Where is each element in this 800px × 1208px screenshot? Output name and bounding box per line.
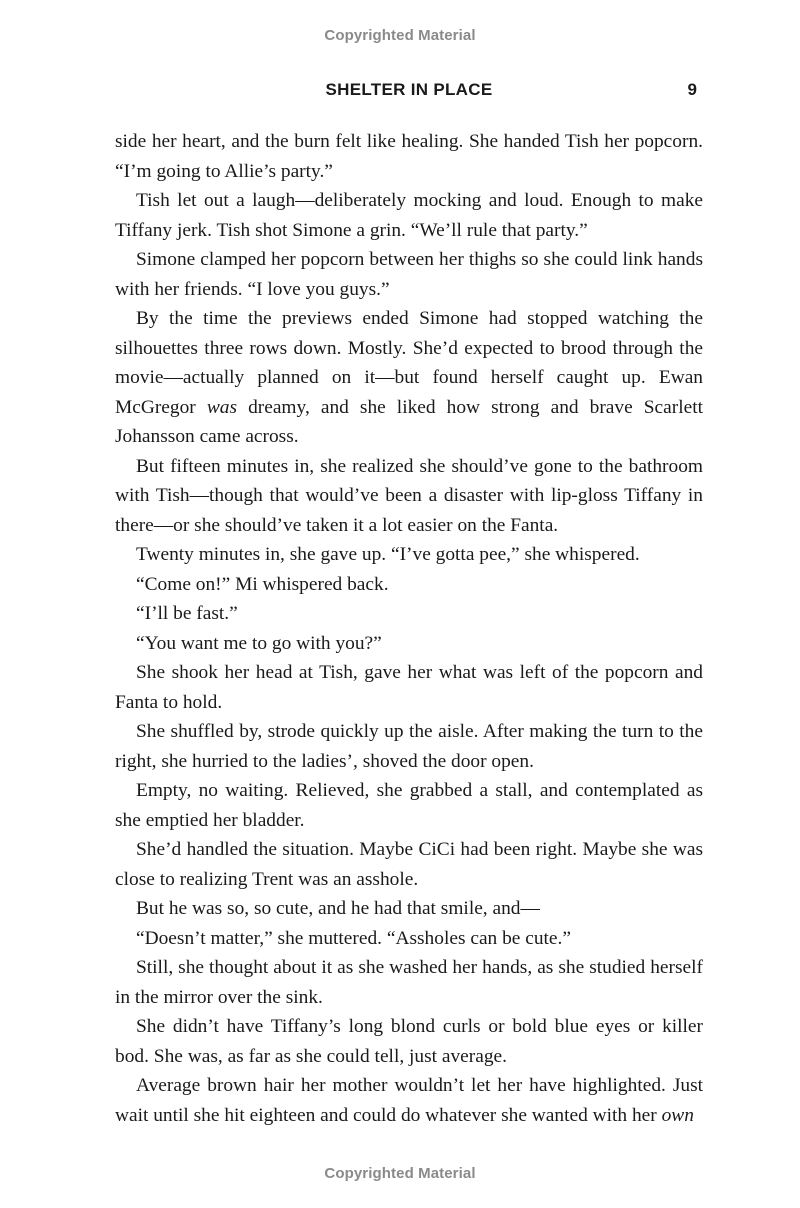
paragraph-text: Average brown hair her mother wouldn’t let her have highlighted. Just wait until she hit eighteen and could do whatever she wanted with her: [115, 1075, 703, 1126]
page-number: 9: [687, 80, 697, 99]
paragraph: side her heart, and the burn felt like healing. She handed Tish her popcorn. “I’m going to Allie’s party.”: [115, 131, 703, 182]
paragraph: “You want me to go with you?”: [136, 632, 382, 654]
book-title: SHELTER IN PLACE: [325, 80, 493, 99]
paragraph: Simone clamped her popcorn between her thighs so she could link hands with her friends. “I love you guys.”: [115, 249, 703, 300]
paragraph: Tish let out a laugh—deliberately mocking and loud. Enough to make Tiffany jerk. Tish shot Simone a grin. “We’ll rule that party.”: [115, 190, 703, 241]
watermark-top: Copyrighted Material: [324, 27, 476, 44]
paragraph-text: dreamy, and she liked how strong and brave Scarlett Johansson came across.: [115, 396, 703, 447]
paragraph: [115, 1071, 703, 1130]
paragraph: But fifteen minutes in, she realized she should’ve gone to the bathroom with Tish—though that would’ve been a disaster with lip-gloss Tiffany in there—or she should’ve taken it a lot easier on the Fanta.: [115, 455, 703, 536]
paragraph: She didn’t have Tiffany’s long blond curls or bold blue eyes or killer bod. She was, as far as she could tell, just average.: [115, 1016, 703, 1067]
running-head: [115, 80, 703, 104]
paragraph: “I’ll be fast.”: [136, 603, 238, 624]
paragraph: Empty, no waiting. Relieved, she grabbed a stall, and contemplated as she emptied her bladder.: [115, 780, 703, 831]
italic-emphasis: was: [206, 396, 238, 418]
body-text: [115, 127, 703, 1130]
watermark-bottom: Copyrighted Material: [324, 1165, 476, 1182]
paragraph: “Doesn’t matter,” she muttered. “Assholes can be cute.”: [136, 927, 571, 949]
paragraph-text: By the time the previews ended Simone had stopped watching the silhouettes three rows down. Mostly. She’d expected to brood through the movie—actually planned on it—but found herself caught up. Ewan McGregor: [115, 308, 703, 418]
italic-emphasis: own: [661, 1104, 694, 1126]
paragraph: But he was so, so cute, and he had that smile, and—: [136, 898, 540, 919]
paragraph: Still, she thought about it as she washed her hands, as she studied herself in the mirror over the sink.: [115, 957, 703, 1008]
paragraph: “Come on!” Mi whispered back.: [136, 573, 389, 595]
paragraph: [115, 304, 703, 452]
paragraph: She shook her head at Tish, gave her what was left of the popcorn and Fanta to hold.: [115, 662, 703, 713]
paragraph: She’d handled the situation. Maybe CiCi had been right. Maybe she was close to realizing Trent was an asshole.: [115, 839, 703, 890]
paragraph: Twenty minutes in, she gave up. “I’ve gotta pee,” she whispered.: [136, 544, 640, 565]
paragraph: She shuffled by, strode quickly up the aisle. After making the turn to the right, she hurried to the ladies’, shoved the door open.: [115, 721, 703, 772]
